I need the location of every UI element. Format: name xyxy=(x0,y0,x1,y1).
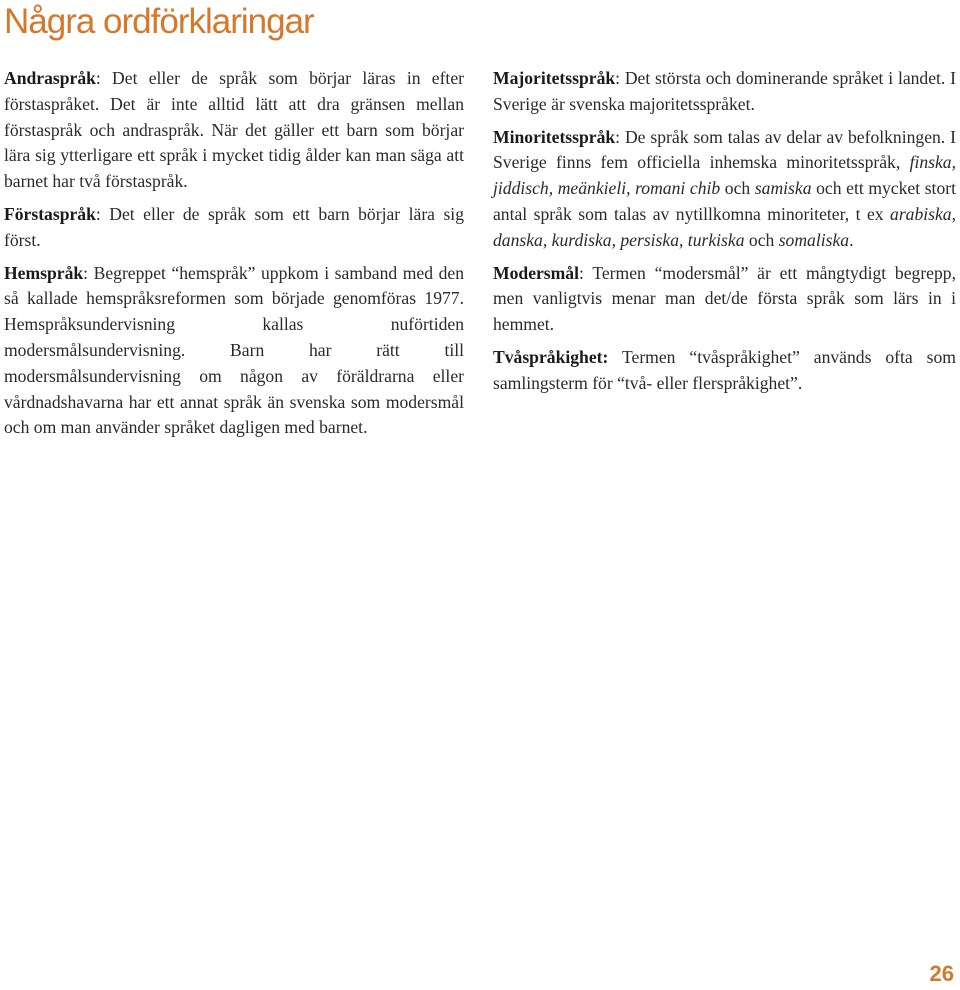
definition-italic-text: somaliska xyxy=(778,229,850,250)
definition-italic-text: samiska xyxy=(754,178,812,199)
definition-italic-text: finska, jiddisch, meänkieli, romani chib xyxy=(493,152,956,199)
definition-text: Termen “tvåspråkighet” används ofta som samlingsterm för “två- eller flerspråkighet”. xyxy=(493,346,956,393)
glossary-term: Modersmål xyxy=(493,262,579,283)
glossary-term: Tvåspråkighet: xyxy=(493,346,609,367)
glossary-term: Minoritetsspråk xyxy=(493,126,616,147)
definition-text: . xyxy=(849,229,854,250)
page-title: Några ordförklaringar xyxy=(4,2,314,41)
left-column xyxy=(4,66,464,448)
glossary-term: Majoritetsspråk xyxy=(493,68,616,88)
glossary-entry xyxy=(493,261,956,338)
glossary-entry xyxy=(493,66,956,118)
definition-text: : Det eller de språk som ett barn börjar lära sig först. xyxy=(4,203,464,250)
glossary-entry xyxy=(4,66,464,195)
definition-text: och xyxy=(720,178,755,199)
definition-text: : Begreppet “hemspråk” uppkom i samband med den så kallade hemspråksreformen som började genomföras 1977. Hemspråksundervisning kallas nuförtiden modersmålsundervisning. Barn har rätt till modersmålsundervisning om någon av föräldrarna eller vårdnadshavarna har ett annat språk än svenska som modersmål och om man använder språket dagligen med barnet. xyxy=(4,262,464,438)
glossary-entry xyxy=(493,125,956,254)
glossary-entry xyxy=(493,345,956,397)
definition-text: och ett mycket stort antal språk som talas av nytillkomna minoriteter, t ex xyxy=(493,178,956,224)
definition-text: : Termen “modersmål” är ett mångtydigt begrepp, men vanligtvis menar man det/de första språk som lärs in i hemmet. xyxy=(493,262,956,335)
definition-italic-text: arabiska, danska, kurdiska, persiska, turkiska xyxy=(493,203,956,250)
glossary-term: Hemspråk xyxy=(4,262,84,283)
definition-text: : Det största och dominerande språket i landet. I Sverige är svenska majoritetsspråket. xyxy=(493,68,956,114)
definition-text: : De språk som talas av delar av befolkningen. I Sverige finns fem officiella inhemska minoritetsspråk, xyxy=(493,126,956,173)
right-column xyxy=(493,66,956,404)
glossary-term: Andraspråk xyxy=(4,68,96,88)
glossary-term: Förstaspråk xyxy=(4,203,96,224)
glossary-entry xyxy=(4,261,464,442)
glossary-entry xyxy=(4,202,464,254)
definition-text: : Det eller de språk som börjar läras in efter förstaspråket. Det är inte alltid lätt att dra gränsen mellan förstaspråk och andraspråk. När det gäller ett barn som börjar lära sig ytterligare ett språk i mycket tidig ålder kan man säga att barnet har två förstaspråk. xyxy=(4,68,464,192)
page-number: 26 xyxy=(929,961,954,986)
definition-text: och xyxy=(744,229,779,250)
